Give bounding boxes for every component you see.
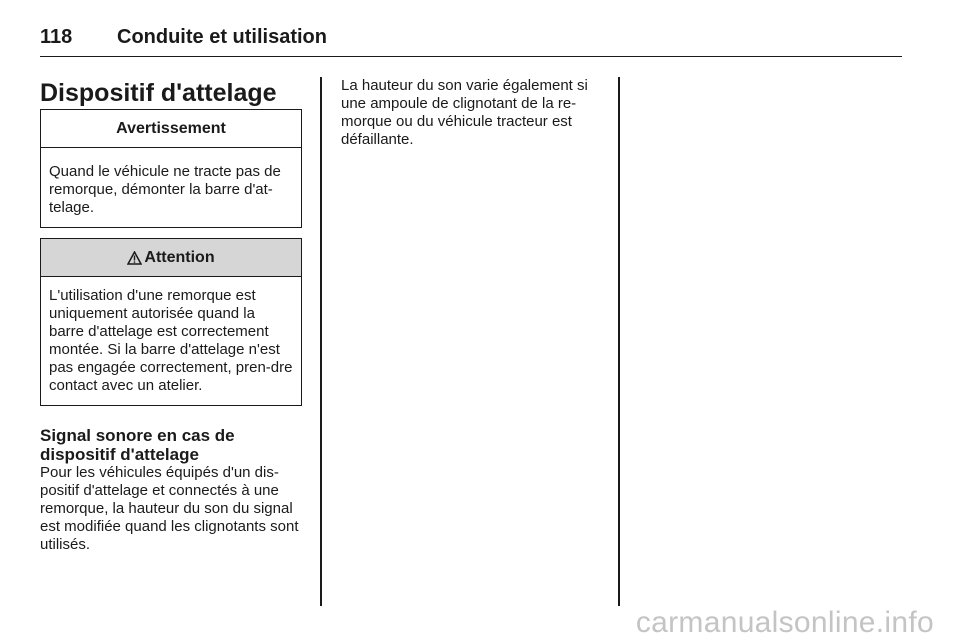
column2-body: La hauteur du son varie également si une ampoule de clignotant de la re-morque ou du véhicule tracteur est défaillante.	[341, 77, 588, 148]
page-number: 118	[40, 25, 73, 48]
notice-heading	[41, 110, 301, 148]
column-divider-1	[320, 77, 322, 606]
caution-heading-text: Attention	[144, 248, 215, 266]
caution-heading	[41, 239, 301, 277]
middle-column	[341, 77, 606, 149]
watermark: carmanualsonline.info	[635, 606, 934, 639]
subsection-body: Pour les véhicules équipés d'un dis-positif d'attelage et connectés à une remorque, la hauteur du son du signal est modifiée quand les clignotants sont utilisés.	[40, 464, 299, 553]
caution-body: L'utilisation d'une remorque est uniquement autorisée quand la barre d'attelage est correctement montée. Si la barre d'attelage n'est pas engagée correctement, pren-dre contact avec un atelier.	[49, 287, 293, 394]
caution-box	[40, 238, 302, 406]
section-title: Dispositif d'attelage	[40, 79, 277, 107]
warning-triangle-icon	[127, 251, 142, 265]
chapter-title: Conduite et utilisation	[117, 25, 327, 48]
column-divider-2	[618, 77, 620, 606]
page-header	[40, 18, 902, 57]
notice-box	[40, 109, 302, 228]
left-column	[40, 78, 302, 554]
notice-body: Quand le véhicule ne tracte pas de remorque, démonter la barre d'at-telage.	[49, 163, 281, 216]
subsection-title: Signal sonore en cas de dispositif d'attelage	[40, 426, 235, 464]
notice-heading-text: Avertissement	[116, 119, 226, 137]
